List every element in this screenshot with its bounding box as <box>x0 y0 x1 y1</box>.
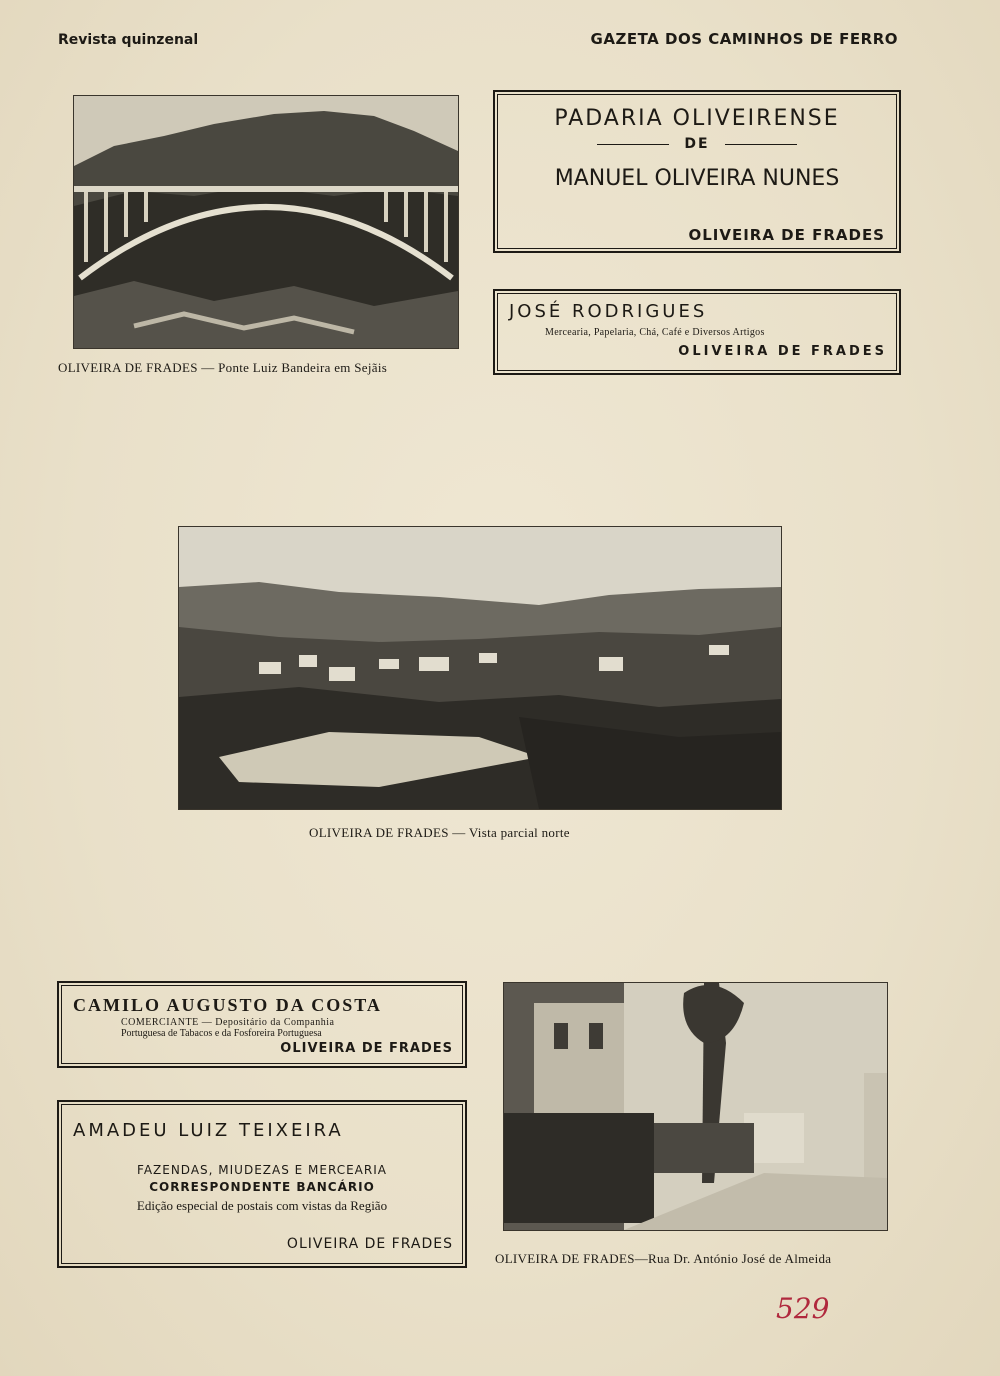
ad-padaria-line1: PADARIA OLIVEIRENSE <box>554 106 840 131</box>
ad-camilo-line1: COMERCIANTE — Depositário da Companhia <box>121 1017 335 1028</box>
header-right: GAZETA DOS CAMINHOS DE FERRO <box>590 30 898 48</box>
street-caption: OLIVEIRA DE FRADES—Rua Dr. António José de Almeida <box>495 1251 832 1266</box>
ad-amadeu-location: OLIVEIRA DE FRADES <box>286 1236 453 1252</box>
header-left: Revista quinzenal <box>58 32 199 48</box>
page-number: 529 <box>776 1292 830 1325</box>
ad-padaria-divider <box>495 136 899 153</box>
ad-padaria-line2: DE <box>684 136 710 152</box>
ad-camilo-location: OLIVEIRA DE FRADES <box>280 1041 453 1056</box>
ad-padaria-line3: MANUEL OLIVEIRA NUNES <box>554 166 840 191</box>
ad-padaria-location: OLIVEIRA DE FRADES <box>688 226 885 244</box>
street-photo <box>503 982 888 1231</box>
ad-amadeu <box>57 1100 467 1268</box>
ad-amadeu-line3: Edição especial de postais com vistas da Região <box>136 1198 388 1213</box>
town-caption: OLIVEIRA DE FRADES — Vista parcial norte <box>309 825 570 840</box>
bridge-caption: OLIVEIRA DE FRADES — Ponte Luiz Bandeira em Sejãis <box>58 360 388 375</box>
ad-padaria <box>493 90 901 253</box>
town-photo <box>178 526 782 810</box>
ad-camilo-line2: Portuguesa de Tabacos e da Fosforeira Portuguesa <box>121 1028 322 1039</box>
ad-jose-name: JOSÉ RODRIGUES <box>509 301 708 322</box>
ad-camilo-name: CAMILO AUGUSTO DA COSTA <box>73 995 382 1015</box>
ad-jose-location: OLIVEIRA DE FRADES <box>678 344 887 359</box>
ad-amadeu-name: AMADEU LUIZ TEIXEIRA <box>73 1120 344 1141</box>
ad-amadeu-line2: CORRESPONDENTE BANCÁRIO <box>149 1180 375 1194</box>
bridge-photo <box>73 95 459 349</box>
ad-jose <box>493 289 901 375</box>
ad-camilo <box>57 981 467 1068</box>
ad-jose-desc: Mercearia, Papelaria, Chá, Café e Diversos Artigos <box>545 327 765 338</box>
ad-amadeu-line1: FAZENDAS, MIUDEZAS E MERCEARIA <box>137 1163 387 1177</box>
